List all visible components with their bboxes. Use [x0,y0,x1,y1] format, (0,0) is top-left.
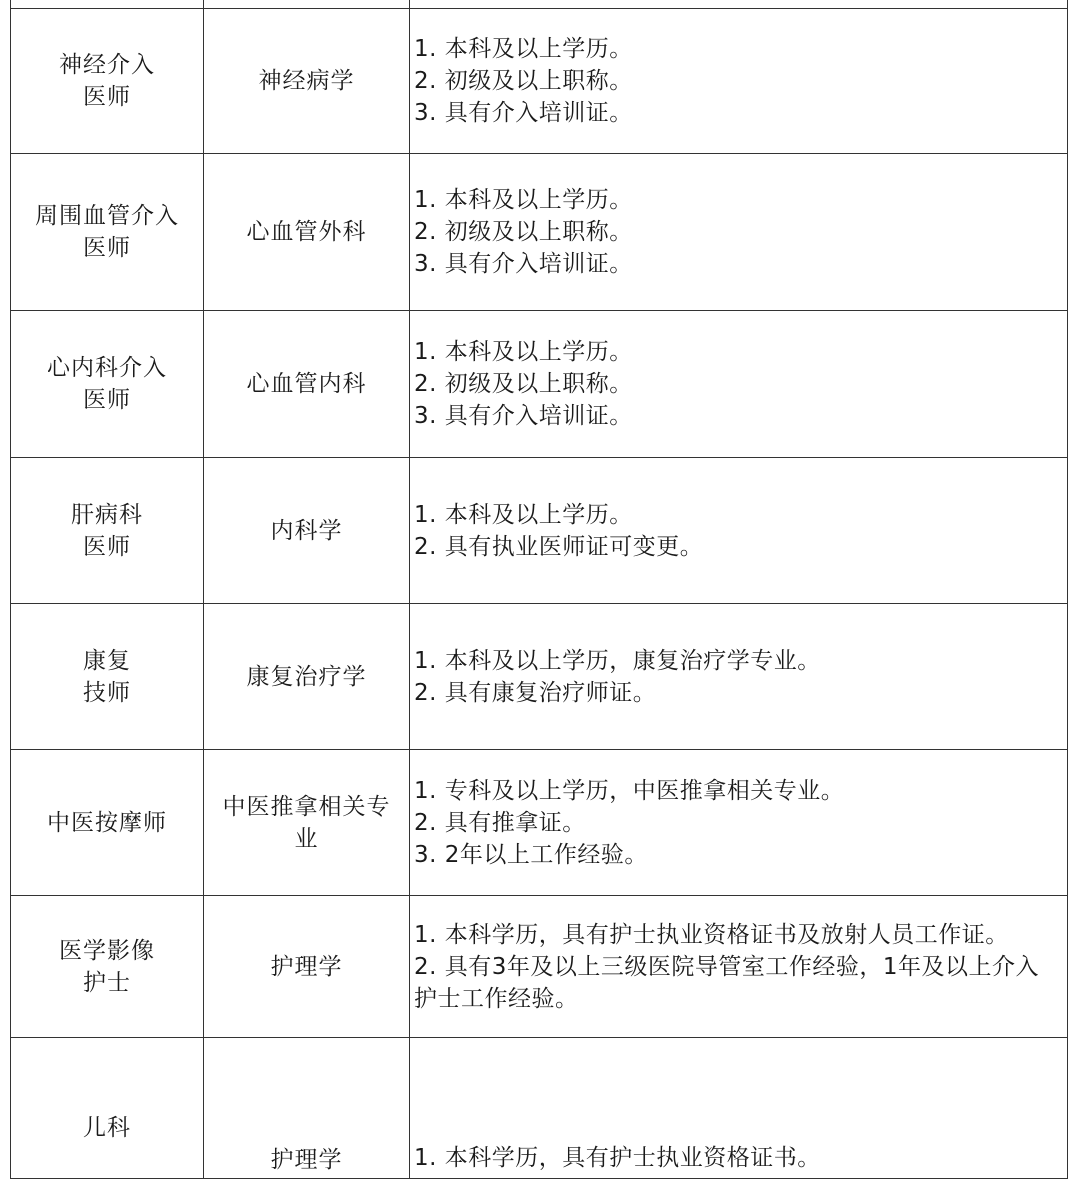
requirement-item: 2. 具有康复治疗师证。 [414,679,657,706]
table-row-partial-bottom [11,1038,1068,1179]
requirements-cell [410,896,1068,1038]
table-row [11,154,1068,311]
position-line: 中医按摩师 [47,809,167,836]
major-line: 护理学 [270,953,343,980]
requirements-cell [410,604,1068,750]
position-line: 医师 [83,235,131,261]
major-line: 神经病学 [258,68,355,94]
position-cell [11,9,204,154]
table-row [11,896,1068,1038]
position-line: 肝病科 [71,501,143,528]
position-line: 医师 [83,533,131,560]
requirements-cell [410,0,1068,9]
requirements-cell [410,311,1068,458]
requirement-item: 3. 具有介入培训证。 [414,100,633,126]
position-cell [11,750,204,896]
requirement-item: 3. 具有介入培训证。 [414,251,633,277]
requirement-item: 1. 本科学历，具有护士执业资格证书及放射人员工作证。 [414,921,1009,948]
major-cell [204,154,410,311]
requirement-item: 1. 本科及以上学历，康复治疗学专业。 [414,647,821,674]
position-line: 周围血管介入 [35,203,179,229]
requirement-item: 1. 本科及以上学历。 [414,501,633,528]
major-line: 中医推拿相关专 [222,793,391,820]
recruitment-table [10,0,1068,1179]
major-line: 心血管内科 [246,371,367,397]
major-line: 护理学 [270,1147,343,1173]
position-line: 技师 [83,679,131,706]
requirement-item: 2. 具有执业医师证可变更。 [414,533,704,560]
position-cell [11,1038,204,1179]
position-cell [11,0,204,9]
position-cell [11,458,204,604]
position-line: 医师 [83,387,131,413]
requirement-item: 2. 初级及以上职称。 [414,371,633,397]
requirement-item: 1. 本科学历，具有护士执业资格证书。 [414,1145,821,1171]
requirements-cell [410,154,1068,311]
table-row [11,9,1068,154]
table-row-partial-top [11,0,1068,9]
table-row [11,750,1068,896]
requirement-item: 1. 本科及以上学历。 [414,36,633,62]
major-cell [204,9,410,154]
requirement-item: 1. 本科及以上学历。 [414,339,633,365]
requirement-item: 2. 初级及以上职称。 [414,68,633,94]
major-line: 康复治疗学 [246,663,367,690]
position-cell [11,896,204,1038]
major-cell [204,604,410,750]
table-row [11,311,1068,458]
requirement-item: 1. 专科及以上学历，中医推拿相关专业。 [414,777,845,804]
position-line: 神经介入 [59,52,155,78]
position-cell [11,311,204,458]
table-row [11,458,1068,604]
major-cell [204,896,410,1038]
requirement-item: 2. 具有推拿证。 [414,809,586,836]
requirement-item: 2. 具有3年及以上三级医院导管室工作经验，1年及以上介入护士工作经验。 [414,953,1040,1012]
major-line: 心血管外科 [246,219,367,245]
major-cell [204,0,410,9]
position-line: 医师 [83,84,131,110]
position-line: 儿科 [83,1115,131,1141]
requirements-cell [410,9,1068,154]
position-line: 护士 [83,969,131,996]
requirements-cell [410,1038,1068,1179]
requirement-item: 3. 2年以上工作经验。 [414,841,648,868]
requirement-item: 3. 具有介入培训证。 [414,403,633,429]
major-cell [204,1038,410,1179]
requirements-cell [410,750,1068,896]
requirements-cell [410,458,1068,604]
requirement-item: 2. 初级及以上职称。 [414,219,633,245]
major-line: 业 [294,825,319,852]
major-line: 内科学 [270,517,343,544]
major-cell [204,311,410,458]
position-line: 康复 [83,647,131,674]
table-row [11,604,1068,750]
position-line: 医学影像 [59,937,155,964]
requirement-item: 1. 本科及以上学历。 [414,187,633,213]
major-cell [204,750,410,896]
position-cell [11,604,204,750]
position-line: 心内科介入 [47,355,167,381]
position-cell [11,154,204,311]
major-cell [204,458,410,604]
